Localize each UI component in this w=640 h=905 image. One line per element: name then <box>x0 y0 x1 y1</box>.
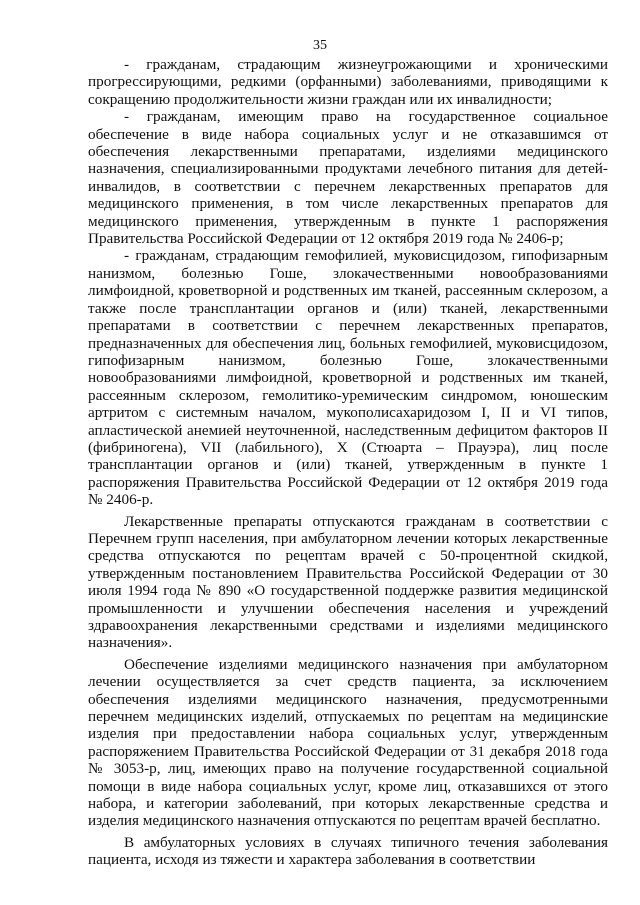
paragraph-outpatient-conditions: В амбулаторных условиях в случаях типичного течения заболевания пациента, исходя из тяжести и характера заболевания в соответствии <box>88 833 608 869</box>
paragraph-rare-diseases: - гражданам, страдающим гемофилией, муковисцидозом, гипофизарным нанизмом, болезнью Гоше, злокачественными новообразованиями лимфоидной, кроветворной и родственных им тканей, рассеянным склерозом, а также после трансплантации органов и (или) тканей, лекарственными препаратами в соответствии с перечнем лекарственных препаратов, предназначенных для обеспечения лиц, больных гемофилией, муковисцидозом, гипофизарным нанизмом, болезнью Гоше, злокачественными новообразованиями лимфоидной, кроветворной и родственных им тканей, рассеянным склерозом, гемолитико-уремическим синдромом, юношеским артритом с системным началом, мукополисахаридозом I, II и VI типов, апластической анемией неуточненной, наследственным дефицитом факторов II (фибриногена), VII (лабильного), X (Стюарта – Прауэра), лиц после трансплантации органов и (или) тканей, утвержденным в пункте 1 распоряжения Правительства Российской Федерации от 12 октября 2019 года № 2406-р. <box>88 247 608 509</box>
paragraph-terminal-illness: - гражданам, страдающим жизнеугрожающими и хроническими прогрессирующими, редкими (орфанными) заболеваниями, приводящими к сокращению продолжительности жизни граждан или их инвалидности; <box>88 56 608 108</box>
paragraph-discount-medicines: Лекарственные препараты отпускаются гражданам в соответствии с Перечнем групп населения, при амбулаторном лечении которых лекарственные средства отпускаются по рецептам врачей с 50-процентной скидкой, утвержденным постановлением Правительства Российской Федерации от 30 июля 1994 года № 890 «О государственной поддержке развития медицинской промышленности и улучшении обеспечения населения и учреждений здравоохранения лекарственными средствами и изделиями медицинского назначения». <box>88 512 608 652</box>
paragraph-social-services: - гражданам, имеющим право на государственное социальное обеспечение в виде набора социальных услуг и не отказавшимся от обеспечения лекарственными препаратами, изделиями медицинского назначения, специализированными продуктами лечебного питания для детей-инвалидов, в соответствии с перечнем лекарственных препаратов для медицинского применения, в том числе лекарственных препаратов для медицинского применения, утвержденным в пункте 1 распоряжения Правительства Российской Федерации от 12 октября 2019 года № 2406-р; <box>88 108 608 248</box>
paragraph-medical-devices: Обеспечение изделиями медицинского назначения при амбулаторном лечении осуществляется за счет средств пациента, за исключением обеспечения изделиями медицинского назначения, предусмотренными перечнем медицинских изделий, отпускаемых по рецептам на медицинские изделия при предоставлении набора социальных услуг, утвержденным распоряжением Правительства Российской Федерации от 31 декабря 2018 года № 3053-р, лиц, имеющих право на получение государственной социальной помощи в виде набора социальных услуг, кроме лиц, отказавшихся от этого набора, и категории заболеваний, при которых лекарственные средства и изделия медицинского назначения отпускаются по рецептам врачей бесплатно. <box>88 655 608 830</box>
document-body <box>88 56 608 869</box>
page-number: 35 <box>313 38 327 53</box>
